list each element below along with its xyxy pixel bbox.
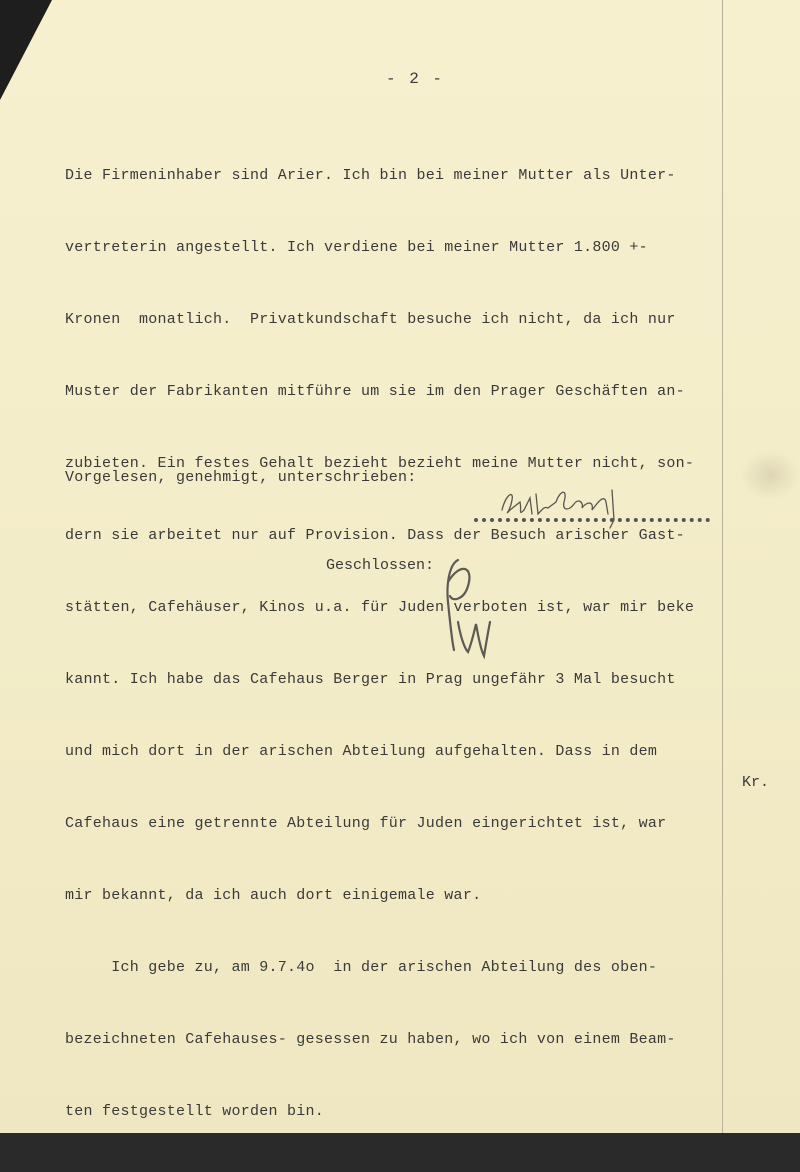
margin-initials: Kr. <box>742 774 770 791</box>
closing-line: Vorgelesen, genehmigt, unterschrieben: <box>65 469 417 486</box>
text-line: Cafehaus eine getrennte Abteilung für Juden eingerichtet ist, war <box>65 815 667 832</box>
text-line: stätten, Cafehäuser, Kinos u.a. für Juden verboten ist, war mir beke <box>65 599 695 616</box>
text-line: bezeichneten Cafehauses- gesessen zu haben, wo ich von einem Beam- <box>65 1031 676 1048</box>
text-line: und mich dort in der arischen Abteilung aufgehalten. Dass in dem <box>65 743 658 760</box>
text-line: mir bekannt, da ich auch dort einigemale war. <box>65 887 482 904</box>
text-line: Muster der Fabrikanten mitführe um sie im den Prager Geschäften an- <box>65 383 685 400</box>
paper-stain <box>740 450 800 500</box>
text-line: zubieten. Ein festes Gehalt bezieht bezieht meine Mutter nicht, son- <box>65 455 695 472</box>
text-line: ten festgestellt worden bin. <box>65 1103 325 1120</box>
statement-body <box>65 116 694 1172</box>
text-line: Ich gebe zu, am 9.7.4o in der arischen Abteilung des oben- <box>65 959 658 976</box>
text-line: kannt. Ich habe das Cafehaus Berger in Prag ungefähr 3 Mal besucht <box>65 671 676 688</box>
text-line: Die Firmeninhaber sind Arier. Ich bin bei meiner Mutter als Unter- <box>65 167 676 184</box>
signature-line <box>474 508 710 522</box>
handwritten-signature <box>490 480 640 530</box>
page-number: - 2 - <box>385 70 444 88</box>
closed-label: Geschlossen: <box>326 557 435 574</box>
text-line: vertreterin angestellt. Ich verdiene bei meiner Mutter 1.800 +- <box>65 239 648 256</box>
scan-edge <box>0 1133 800 1137</box>
margin-line <box>722 0 723 1133</box>
text-line: dern sie arbeitet nur auf Provision. Dass der Besuch arischer Gast- <box>65 527 685 544</box>
handwritten-initials <box>428 552 498 662</box>
text-line: Kronen monatlich. Privatkundschaft besuche ich nicht, da ich nur <box>65 311 676 328</box>
